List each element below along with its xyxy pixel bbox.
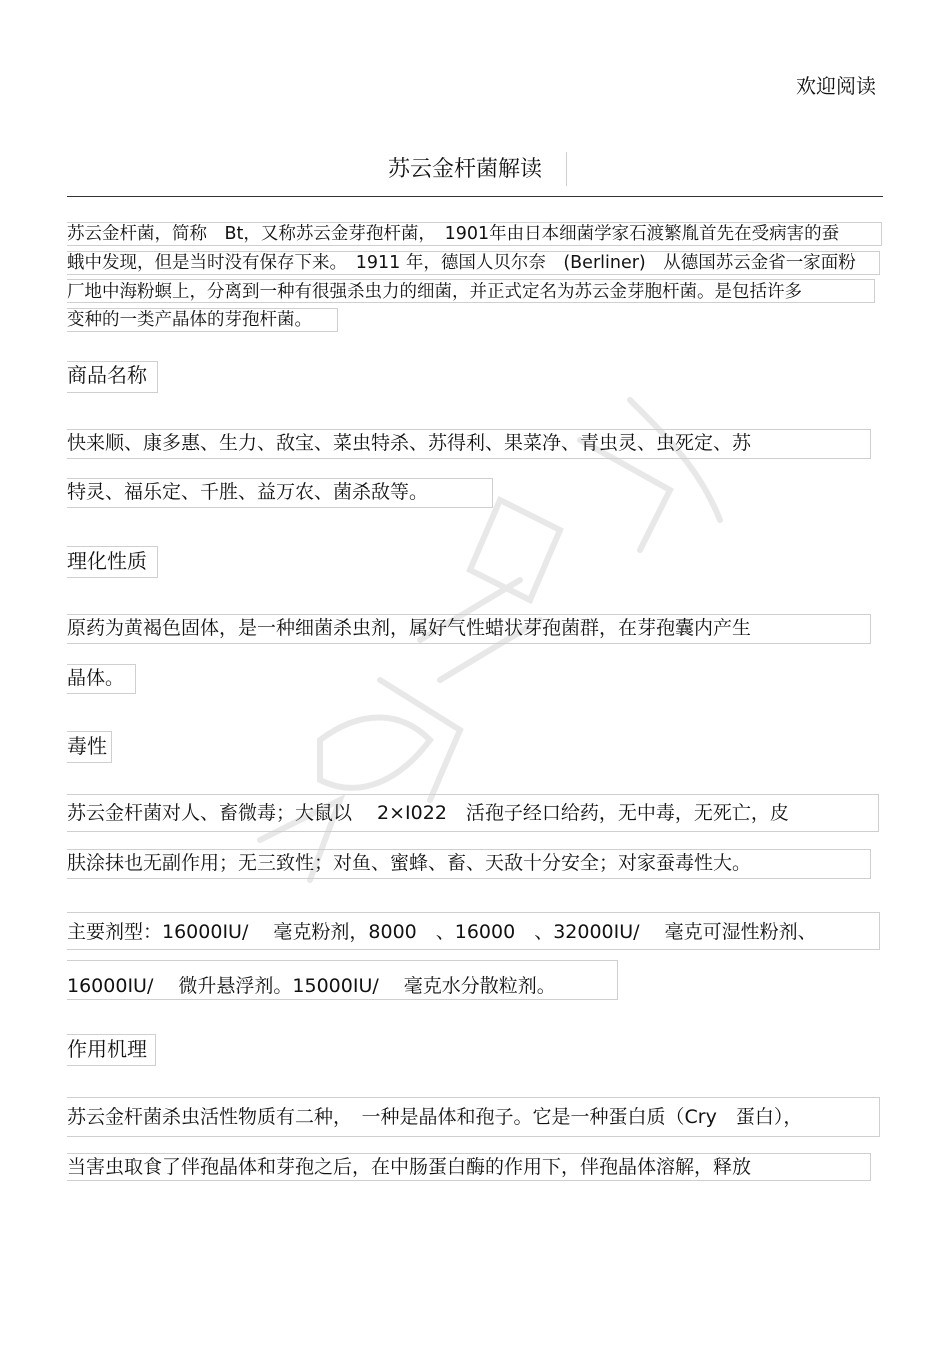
title-divider	[67, 196, 883, 197]
toxicity-heading: 毒性	[67, 734, 107, 758]
formulations-line-2: 16000IU/ 微升悬浮剂。15000IU/ 毫克水分散粒剂。	[67, 975, 556, 997]
properties-line-1: 原药为黄褐色固体，是一种细菌杀虫剂，属好气性蜡状芽孢菌群，在芽孢囊内产生	[67, 617, 752, 639]
intro-line-2: 蛾中发现，但是当时没有保存下来。 1911 年，德国人贝尔奈 (Berliner) 从德国苏云金省一家面粉	[67, 253, 856, 273]
intro-line-3: 厂地中海粉螟上，分离到一种有很强杀虫力的细菌，并正式定名为苏云金芽胞杆菌。是包括许多	[67, 282, 802, 302]
trade-names-line-1: 快来顺、康多惠、生力、敌宝、菜虫特杀、苏得利、果菜净、青虫灵、虫死定、苏	[67, 432, 752, 454]
mechanism-heading: 作用机理	[67, 1037, 147, 1061]
properties-line-2: 晶体。	[67, 667, 125, 689]
properties-heading: 理化性质	[67, 549, 147, 573]
formulations-line-1: 主要剂型：16000IU/ 毫克粉剂，8000 、16000 、32000IU/ 毫克可湿性粉剂、	[67, 921, 817, 943]
intro-line-4: 变种的一类产晶体的芽孢杆菌。	[67, 310, 312, 330]
trade-names-heading: 商品名称	[67, 363, 147, 387]
mechanism-line-2: 当害虫取食了伴孢晶体和芽孢之后，在中肠蛋白酶的作用下，伴孢晶体溶解，释放	[67, 1156, 752, 1178]
trade-names-line-2: 特灵、福乐定、千胜、益万农、菌杀敌等。	[67, 481, 429, 503]
intro-line-1: 苏云金杆菌，简称 Bt，又称苏云金芽孢杆菌， 1901年由日本细菌学家石渡繁胤首先在受病害的蚕	[67, 224, 840, 244]
toxicity-line-2: 肤涂抹也无副作用；无三致性；对鱼、蜜蜂、畜、天敌十分安全；对家蚕毒性大。	[67, 852, 752, 874]
document-title: 苏云金杆菌解读	[388, 157, 543, 182]
toxicity-line-1: 苏云金杆菌对人、畜微毒；大鼠以 2×I022 活孢子经口给药，无中毒，无死亡，皮	[67, 802, 789, 824]
mechanism-line-1: 苏云金杆菌杀虫活性物质有二种， 一种是晶体和孢子。它是一种蛋白质（Cry 蛋白），	[67, 1106, 803, 1128]
header-welcome: 欢迎阅读	[796, 74, 876, 98]
